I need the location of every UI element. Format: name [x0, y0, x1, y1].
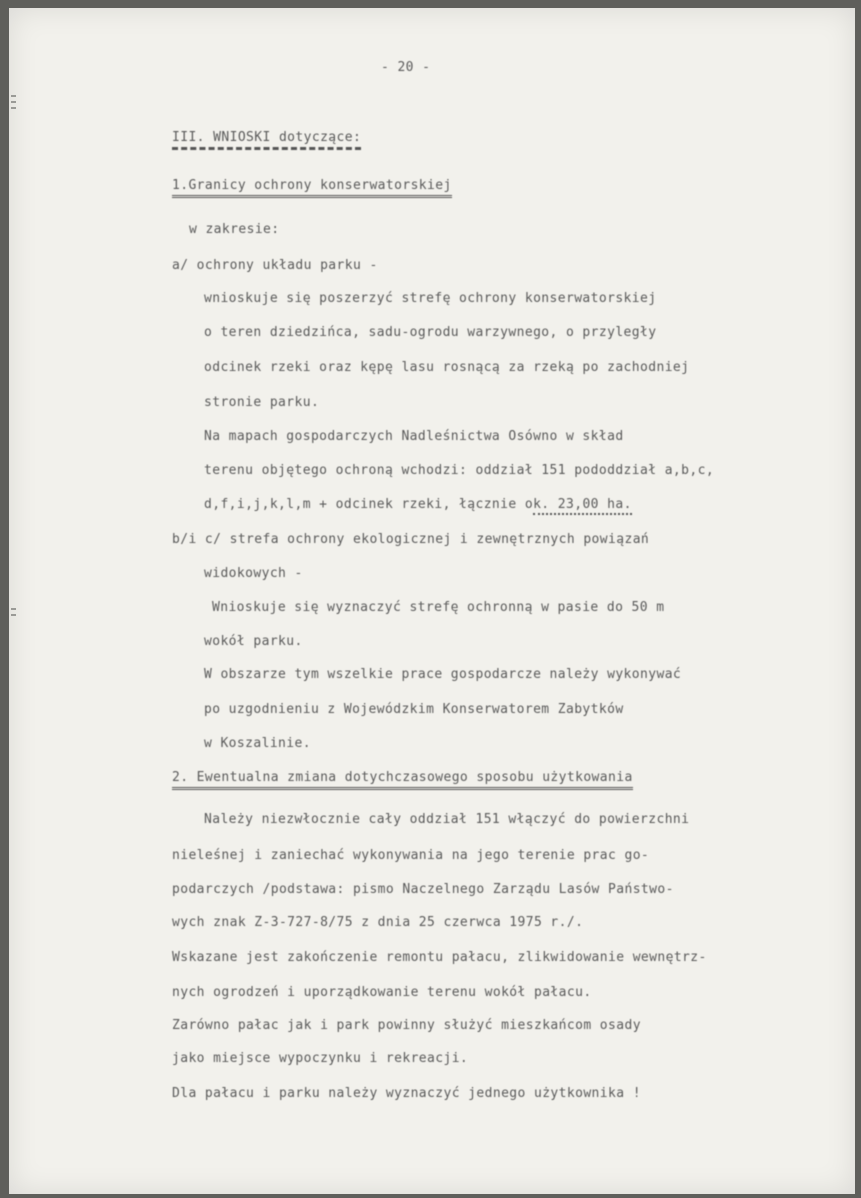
item-a-line: terenu objętego ochroną wchodzi: oddział 151 pododdział a,b,c, [204, 463, 715, 478]
section1-title: 1.Granicy ochrony konserwatorskiej [172, 178, 452, 198]
section2-line: nieleśnej i zaniechać wykonywania na jego terenie prac go- [172, 848, 650, 863]
item-a-line: o teren dziedzińca, sadu-ogrodu warzywnego, o przyległy [204, 325, 657, 340]
section-heading: III. WNIOSKI dotyczące: [172, 130, 361, 150]
section2-line: Wskazane jest zakończenie remontu pałacu, zlikwidowanie wewnętrz- [172, 950, 707, 965]
section2-line: Należy niezwłocznie cały oddział 151 włączyć do powierzchni [204, 812, 690, 827]
section2-line: Zarówno pałac jak i park powinny służyć mieszkańcom osady [172, 1018, 641, 1033]
section2-line: Dla pałacu i parku należy wyznaczyć jednego użytkownika ! [172, 1086, 641, 1101]
item-b-line: w Koszalinie. [204, 736, 311, 751]
item-b-line: Wnioskuje się wyznaczyć strefę ochronną w pasie do 50 m [212, 600, 665, 615]
item-b-line: widokowych - [204, 566, 303, 581]
section2-line: wych znak Z-3-727-8/75 z dnia 25 czerwca 1975 r./. [172, 915, 584, 930]
section2-line: nych ogrodzeń i uporządkowanie terenu wokół pałacu. [172, 985, 592, 1000]
item-a-label: a/ ochrony układu parku - [172, 258, 378, 273]
item-a-last-line [204, 497, 632, 512]
item-a-line: Na mapach gospodarczych Nadleśnictwa Osówno w skład [204, 429, 624, 444]
area-total: k. 23,00 ha. [533, 497, 632, 515]
section2-title: 2. Ewentualna zmiana dotychczasowego sposobu użytkowania [172, 770, 633, 790]
item-b-line: po uzgodnieniu z Wojewódzkim Konserwatorem Zabytków [204, 702, 624, 717]
item-b-line: W obszarze tym wszelkie prace gospodarcze należy wykonywać [204, 667, 682, 682]
section1-intro: w zakresie: [189, 222, 280, 237]
item-a-line: wnioskuje się poszerzyć strefę ochrony konserwatorskiej [204, 291, 657, 306]
item-a-line: stronie parku. [204, 395, 320, 410]
page-number: - 20 - [381, 60, 431, 75]
item-b-line: wokół parku. [204, 634, 303, 649]
item-a-line: odcinek rzeki oraz kępę lasu rosnącą za rzeką po zachodniej [204, 360, 690, 375]
item-a-last-prefix: d,f,i,j,k,l,m + odcinek rzeki, łącznie o [204, 497, 534, 512]
item-b-label: b/i c/ strefa ochrony ekologicznej i zewnętrznych powiązań [172, 532, 650, 547]
section2-line: podarczych /podstawa: pismo Naczelnego Zarządu Lasów Państwo- [172, 882, 674, 897]
section2-line: jako miejsce wypoczynku i rekreacji. [172, 1051, 469, 1066]
